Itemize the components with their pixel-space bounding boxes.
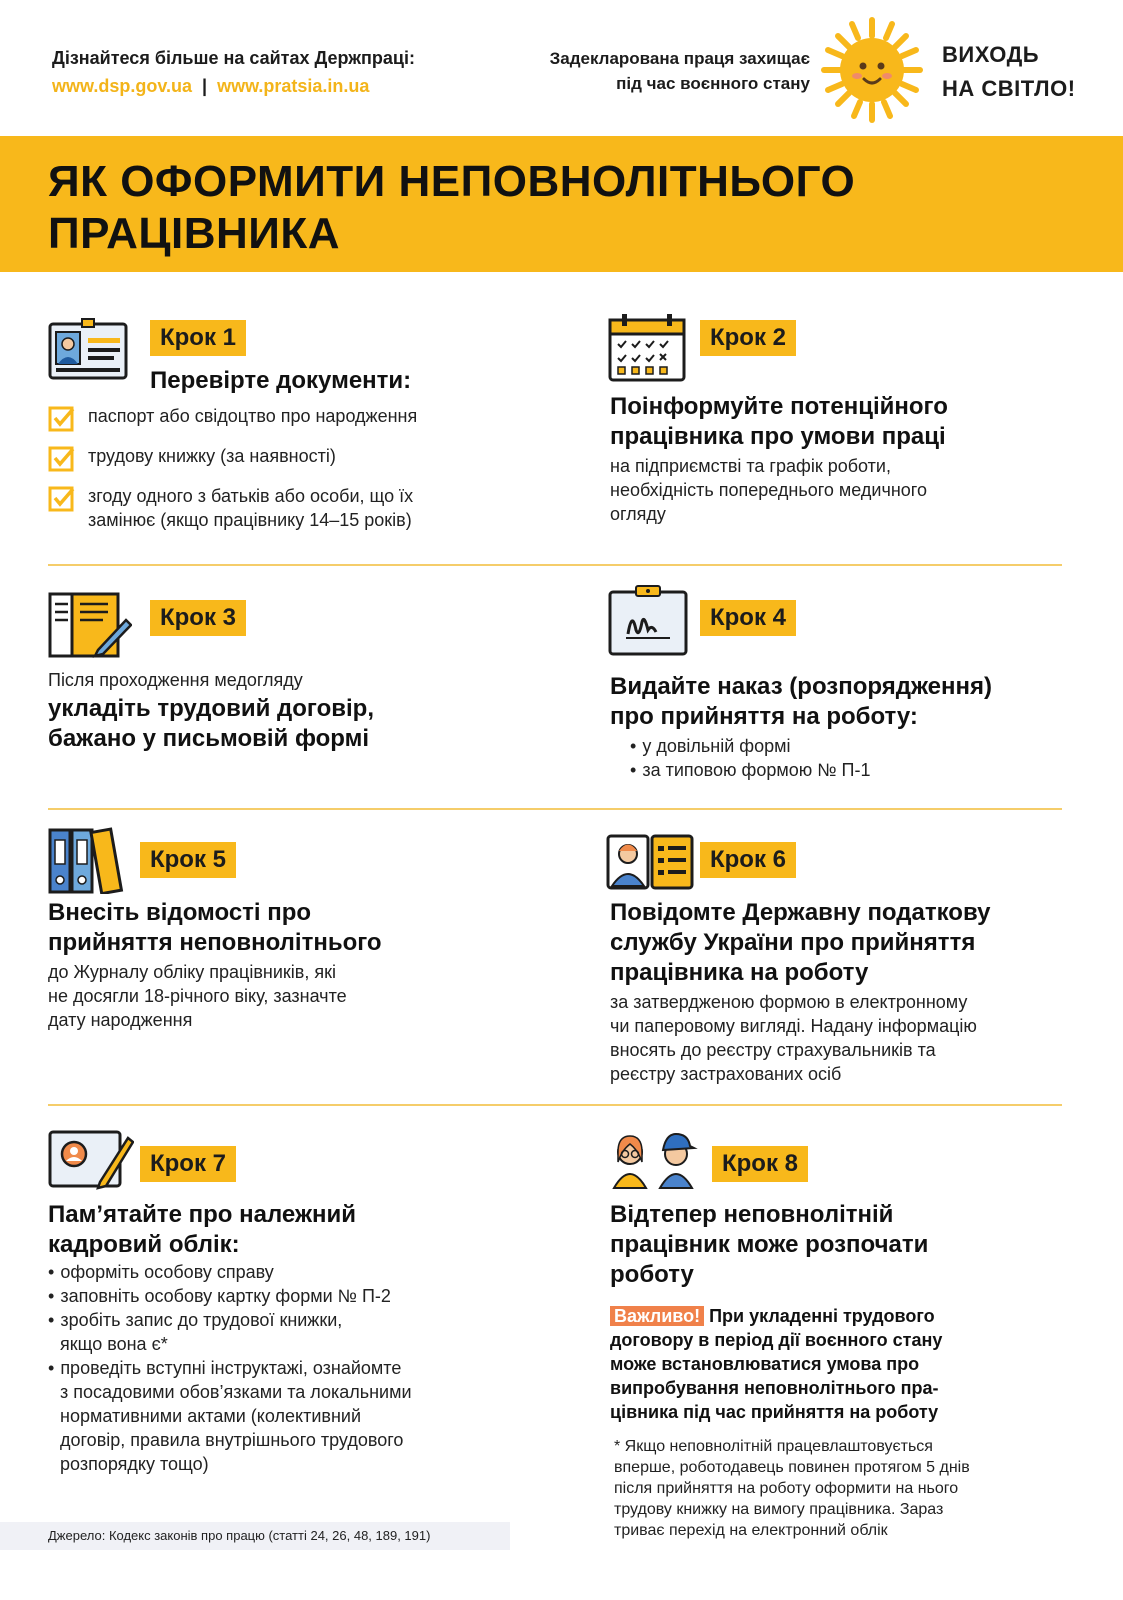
step-5-text: до Журналу обліку працівників, які не досягли 18-річного віку, зазначте дату народження bbox=[48, 962, 347, 1030]
step-2-heading: Поінформуйте потенційного працівника про умови праці bbox=[610, 393, 948, 450]
website-links bbox=[52, 72, 415, 100]
step-6-heading: Повідомте Державну податкову службу України про прийняття працівника на роботу bbox=[610, 899, 991, 986]
source-note: Джерело: Кодекс законів про працю (статті 24, 26, 48, 189, 191) bbox=[0, 1522, 510, 1550]
signed-document-icon bbox=[608, 584, 688, 656]
list-item: • за типовою формою № П-1 bbox=[630, 758, 870, 782]
step-1-label: Крок 1 bbox=[150, 320, 246, 356]
checklist-text: згоду одного з батьків або особи, що їх замінює (якщо працівнику 14–15 років) bbox=[88, 486, 414, 530]
sun-logo-icon bbox=[820, 14, 924, 126]
step-7-heading: Пам’ятайте про належний кадровий облік: bbox=[48, 1201, 356, 1258]
list-item-continuation: нормативними актами (колективний bbox=[60, 1406, 361, 1426]
title-banner bbox=[0, 136, 1123, 272]
step-3-label: Крок 3 bbox=[150, 600, 246, 636]
checklist-item bbox=[48, 404, 528, 432]
learn-more-text: Дізнайтеся більше на сайтах Держпраці: bbox=[52, 48, 415, 68]
slogan-line-2: під час воєнного стану bbox=[616, 74, 810, 93]
step-2-label: Крок 2 bbox=[700, 320, 796, 356]
step-5-heading: Внесіть відомості про прийняття неповнолітнього bbox=[48, 899, 382, 956]
step-1-checklist bbox=[48, 404, 528, 544]
slogan-line-1: Задекларована праця захищає bbox=[549, 49, 810, 68]
step-3-heading: укладіть трудовий договір, бажано у письмовій формі bbox=[48, 695, 374, 752]
workers-icon bbox=[608, 1130, 700, 1190]
title-line-1: ЯК ОФОРМИТИ НЕПОВНОЛІТНЬОГО bbox=[48, 157, 856, 206]
step-5-label: Крок 5 bbox=[140, 842, 236, 878]
divider bbox=[48, 808, 1062, 810]
step-3-intro: Після проходження медогляду bbox=[48, 670, 303, 690]
step-8-label: Крок 8 bbox=[712, 1146, 808, 1182]
step-2-text: на підприємстві та графік роботи, необхідність попереднього медичного огляду bbox=[610, 456, 927, 524]
step-1-heading: Перевірте документи: bbox=[150, 367, 412, 394]
list-item-continuation: якщо вона є* bbox=[60, 1334, 168, 1354]
checklist-text: паспорт або свідоцтво про народження bbox=[88, 406, 418, 426]
footnote: * Якщо неповнолітній працевлаштовується вперше, роботодавець повинен протягом 5 днів після прийняття на роботу оформити на нього трудову книжку на вимогу працівника. Зараз триває перехід на електронний облік bbox=[614, 1438, 970, 1539]
header-info bbox=[52, 44, 415, 100]
important-note: Важливо! При укладенні трудового договору в період дії воєнного стану може встановлюватися умова про випробування неповнолітнього пра- цівника під час прийняття на роботу bbox=[610, 1306, 943, 1422]
employee-record-icon bbox=[606, 834, 694, 890]
campaign-title bbox=[942, 38, 1076, 106]
list-item-continuation: договір, правила внутрішнього трудового bbox=[60, 1430, 404, 1450]
link-dsp[interactable]: www.dsp.gov.ua bbox=[52, 76, 193, 96]
checklist-item bbox=[48, 444, 528, 472]
calendar-icon bbox=[608, 312, 686, 382]
step-6-label: Крок 6 bbox=[700, 842, 796, 878]
step-7-list bbox=[48, 1260, 548, 1476]
step-4-heading: Видайте наказ (розпорядження) про прийняття на роботу: bbox=[610, 673, 992, 730]
title-line-2: ПРАЦІВНИКА bbox=[48, 209, 341, 258]
link-pratsia[interactable]: www.pratsia.in.ua bbox=[217, 76, 370, 96]
step-8-heading: Відтепер неповнолітній працівник може розпочати роботу bbox=[610, 1201, 929, 1288]
page-title bbox=[48, 156, 855, 260]
link-separator: | bbox=[202, 76, 208, 96]
slogan bbox=[470, 46, 810, 96]
divider bbox=[48, 1104, 1062, 1106]
list-item: • проведіть вступні інструктажі, ознайомте bbox=[48, 1356, 548, 1380]
checkbox-icon bbox=[48, 444, 76, 472]
checkbox-icon bbox=[48, 404, 76, 432]
campaign-line-2: НА СВІТЛО! bbox=[942, 76, 1076, 101]
list-item-continuation: розпорядку тощо) bbox=[60, 1454, 209, 1474]
binders-icon bbox=[48, 824, 126, 894]
id-card-icon bbox=[48, 318, 128, 380]
list-item: • оформіть особову справу bbox=[48, 1260, 548, 1284]
divider bbox=[48, 564, 1062, 566]
checklist-item bbox=[48, 484, 528, 532]
list-item: • зробіть запис до трудової книжки, bbox=[48, 1308, 548, 1332]
step-4-label: Крок 4 bbox=[700, 600, 796, 636]
step-4-list bbox=[630, 734, 870, 782]
list-item-continuation: з посадовими обов’язками та локальними bbox=[60, 1382, 412, 1402]
campaign-line-1: ВИХОДЬ bbox=[942, 42, 1040, 67]
step-7-label: Крок 7 bbox=[140, 1146, 236, 1182]
list-item: • заповніть особову картку форми № П-2 bbox=[48, 1284, 548, 1308]
list-item: • у довільній формі bbox=[630, 734, 870, 758]
checklist-text: трудову книжку (за наявності) bbox=[88, 446, 336, 466]
important-badge: Важливо! bbox=[610, 1306, 704, 1326]
contract-pen-icon bbox=[48, 592, 132, 658]
step-6-text: за затвердженою формою в електронному чи паперовому вигляді. Надану інформацію вносять до реєстру страхувальників та реєстру застрахованих осіб bbox=[610, 992, 977, 1084]
profile-card-pen-icon bbox=[48, 1128, 134, 1190]
checkbox-icon bbox=[48, 484, 76, 512]
